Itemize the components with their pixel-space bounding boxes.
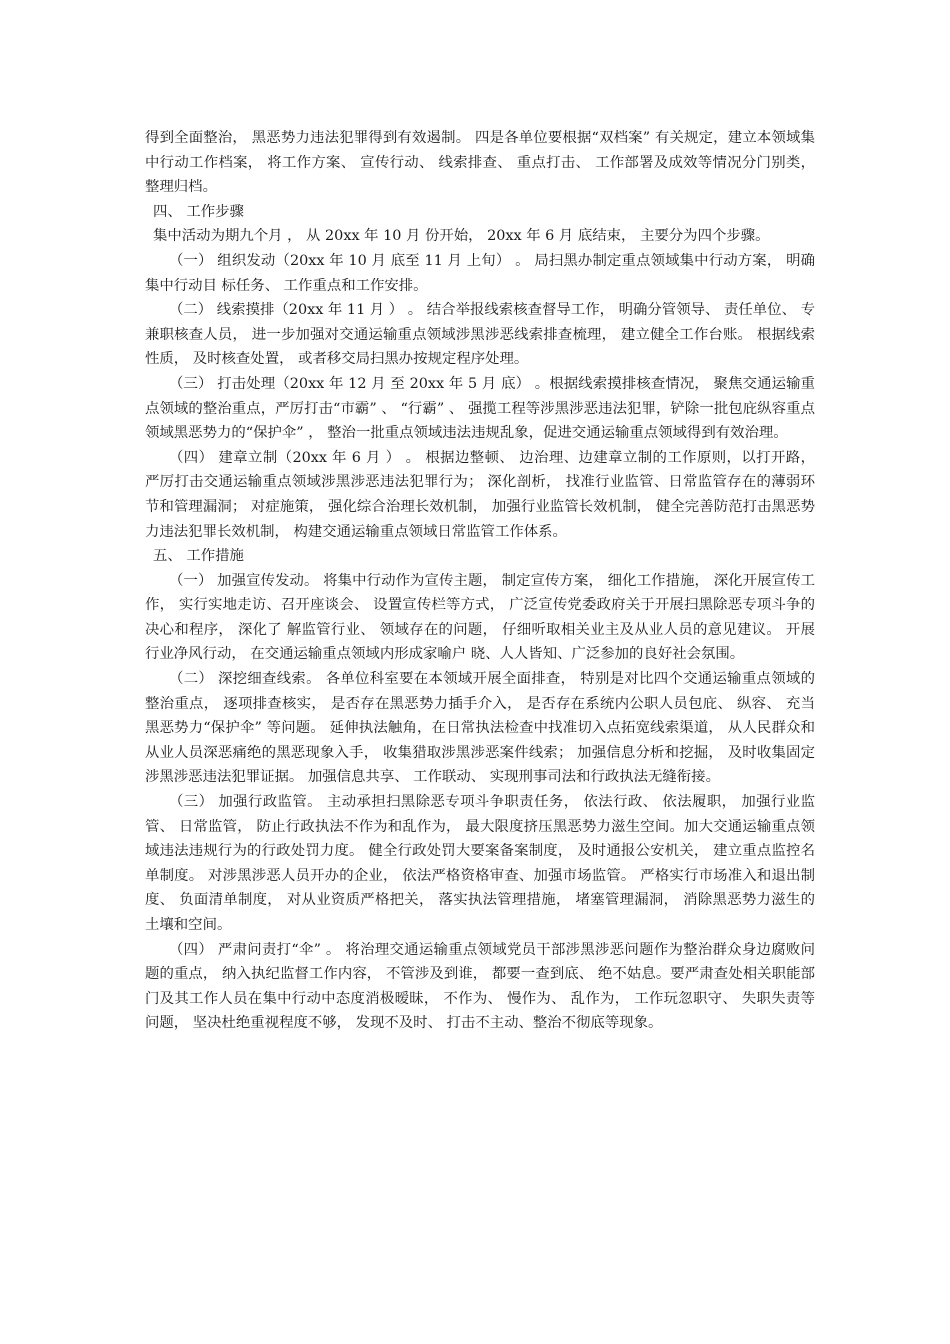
paragraph-step-2: （二） 线索摸排（20xx 年 11 月 ） 。 结合举报线索核查督导工作， 明确分管领导、 责任单位、 专兼职核查人员， 进一步加强对交通运输重点领域涉黑涉恶线索排查梳理， 建立健全工作台账。 根据线索性质， 及时核查处置， 或者移交局扫黑办按规定程序处理。 <box>145 302 815 368</box>
paragraph-step-3: （三） 打击处理（20xx 年 12 月 至 20xx 年 5 月 底） 。根据线索摸排核查情况， 聚焦交通运输重点领域的整治重点，严厉打击“市霸” 、 “行霸” 、 强揽工程等涉黑涉恶违法犯罪，铲除一批包庇纵容重点领域黑恶势力的“保护伞” ， 整治一批重点领域违法违规乱象，促进交通运输重点领域得到有效治理。 <box>145 375 815 442</box>
paragraph-measure-1: （一） 加强宣传发动。 将集中行动作为宣传主题， 制定宣传方案， 细化工作措施， 深化开展宣传工作， 实行实地走访、召开座谈会、 设置宣传栏等方式， 广泛宣传党委政府关于开展扫黑除恶专项斗争的决心和程序， 深化了 解监管行业、 领域存在的问题， 仔细听取相关业主及从业人员的意见建议。 开展行业净风行动， 在交通运输重点领域内形成家喻户 晓、人人皆知、广泛参加的良好社会氛围。 <box>145 572 815 663</box>
paragraph-step-1: （一） 组织发动（20xx 年 10 月 底至 11 月 上旬） 。 局扫黑办制定重点领域集中行动方案， 明确集中行动目 标任务、 工作重点和工作安排。 <box>145 252 815 294</box>
section-heading-work-steps: 四、 工作步骤 <box>153 203 244 220</box>
paragraph-period: 集中活动为期九个月 ， 从 20xx 年 10 月 份开始， 20xx 年 6 月 底结束， 主要分为四个步骤。 <box>153 228 770 245</box>
paragraph-step-4: （四） 建章立制（20xx 年 6 月 ） 。 根据边整顿、 边治理、边建章立制的工作原则，以打开路， 严厉打击交通运输重点领域涉黑涉恶违法犯罪行为； 深化剖析， 找准行业监管、日常监管存在的薄弱环节和管理漏洞； 对症施策， 强化综合治理长效机制， 加强行业监管长效机制， 健全完善防范打击黑恶势力违法犯罪长效机制， 构建交通运输重点领域日常监管工作体系。 <box>145 449 815 540</box>
paragraph-measure-4: （四） 严肃问责打“伞” 。 将治理交通运输重点领域党员干部涉黑涉恶问题作为整治群众身边腐败问题的重点， 纳入执纪监督工作内容， 不管涉及到谁， 都要一查到底、 绝不姑息。要严肃查处相关职能部门及其工作人员在集中行动中态度消极暧昧， 不作为、 慢作为、 乱作为， 工作玩忽职守、 失职失责等问题， 坚决杜绝重视程度不够， 发现不及时、 打击不主动、整治不彻底等现象。 <box>145 941 815 1032</box>
paragraph-intro: 得到全面整治， 黑恶势力违法犯罪得到有效遏制。 四是各单位要根据“双档案” 有关规定，建立本领域集中行动工作档案， 将工作方案、 宣传行动、 线索排查、 重点打击、 工作部署及成效等情况分门别类， 整理归档。 <box>145 130 815 196</box>
section-heading-work-measures: 五、 工作措施 <box>153 548 244 565</box>
document-body <box>145 126 815 1036</box>
paragraph-measure-2: （二） 深挖细查线索。 各单位科室要在本领域开展全面排查， 特别是对比四个交通运输重点领域的整治重点， 逐项排查核实， 是否存在黑恶势力插手介入， 是否存在系统内公职人员包庇、 纵容、 充当黑恶势力“保护伞” 等问题。 延伸执法触角，在日常执法检查中找准切入点拓宽线索渠道， 从人民群众和从业人员深恶痛绝的黑恶现象入手， 收集猎取涉黑涉恶案件线索； 加强信息分析和挖掘， 及时收集固定涉黑涉恶违法犯罪证据。 加强信息共享、 工作联动、 实现刑事司法和行政执法无缝衔接。 <box>145 671 815 786</box>
paragraph-measure-3: （三） 加强行政监管。 主动承担扫黑除恶专项斗争职责任务， 依法行政、 依法履职， 加强行业监管、 日常监管， 防止行政执法不作为和乱作为， 最大限度挤压黑恶势力滋生空间。加大交通运输重点领域违法违规行为的行政处罚力度。 健全行政处罚大要案备案制度， 及时通报公安机关， 建立重点监控名单制度。 对涉黑涉恶人员开办的企业， 依法严格资格审查、加强市场监管。 严格实行市场准入和退出制度、 负面清单制度， 对从业资质严格把关， 落实执法管理措施， 堵塞管理漏洞， 消除黑恶势力滋生的土壤和空间。 <box>145 794 815 933</box>
